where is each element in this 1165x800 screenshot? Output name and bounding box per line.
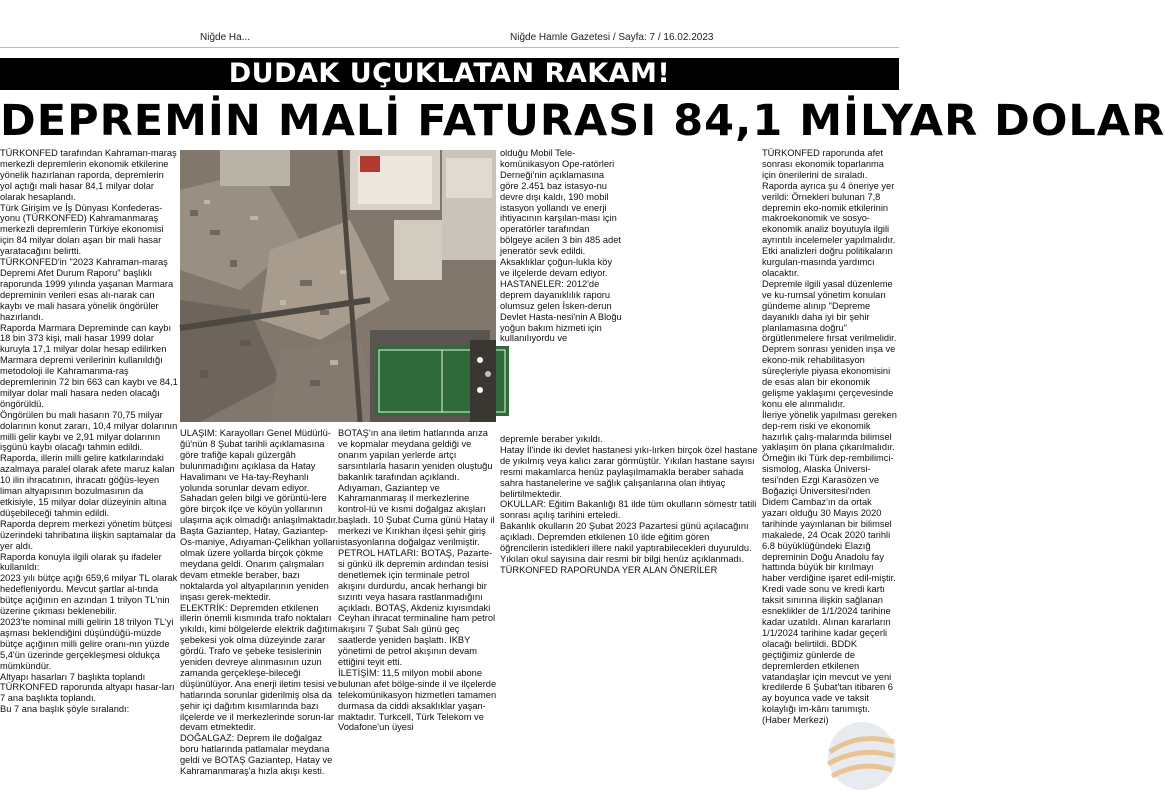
paragraph: Bakanlık okulların 20 Şubat 2023 Pazartesi günü açılacağını açıkladı. Depremden etkilenen 10 ilde eğitim gören öğrencilerin istedikleri illere nakil yaptırabilecekleri duyuruldu. Yıkılan okul sayısına dair resmi bir bilgi henüz açıklanmadı. [500,521,752,564]
earthquake-aerial-photo [180,150,496,422]
paragraph: TÜRKONFED'in "2023 Kahraman-maraş Depremi Afet Durum Raporu" başlıklı raporunda 1999 yılında yaşanan Marmara depreminin verileri esas alı-narak can kaybı ve mali hasara yönelik öngörüler hazırlandı. [0,257,174,322]
paragraph: Raporda, illerin milli gelire katkılarındaki azalmaya paralel olarak afete maruz kalan 10 ilin ihracatının, ihracatı göğüs-leyen liman altyapısının bozulmasının da etkisiyle, 15 milyar dolar düzeyinin altına düşebileceği tahmin edildi. [0,453,175,518]
paragraph: Hatay İl'inde iki devlet hastanesi yıkı-lırken birçok özel hastane de yıkılmış veya kalıcı zarar görmüştür. Yıkılan hastane sayısı resmi makamlarca henüz paylaşılmamakla beraber sahada sahra hastanelerine ve sağlık çalışanlarına olan ihtiyaç belirtilmektedir. [500,444,758,499]
rubble-photo-illustration [180,150,496,422]
paragraph: İLETİŞİM: 11,5 milyon mobil abone bulunan afet bölge-sinde il ve ilçelerde telekomünikasyon hizmetleri tamamen durmasa da ciddi aksaklıklar yaşan-maktadır. Turkcell, Türk Telekom ve Vodafone'un üyesi [338,667,497,733]
paragraph: Depremle ilgili yasal düzenleme ve ku-rumsal yönetim konuları gündeme alınıp "Depreme dayanıklı daha iyi bir şehir planlamasına doğru" örgütlenmelere fırsat verilmelidir. [762,278,897,344]
paragraph: depremle beraber yıkıldı. [500,434,603,444]
paragraph: Öngörülen bu mali hasarın 70,75 milyar dolarının konut zararı, 10,4 milyar dolarının milli gelir kaybı ve 2,91 milyar dolarının işgünü kaybı olacağı tahmin edildi. [0,409,178,453]
paragraph: PETROL HATLARI: BOTAŞ, Pazarte-si günkü ilk depremin ardından tesisi denetlemek için terminale petrol akışını durdurdu, ancak herhangi bir sızıntı veya hasara rastlanmadığını açıkladı. BOTAŞ, Akdeniz kıyısındaki Ceyhan ihracat terminaline ham petrol akışını 7 Şubat Salı günü geç saatlerde yeniden başlattı. IKBY yönetimi de petrol akışının devam ettiğini teyit etti. [338,547,496,668]
paragraph: olduğu Mobil Tele-komünikasyon Ope-ratörleri Derneği'nin açıklamasına göre 2.451 baz istasyo-nu devre dışı kaldı, 190 mobil istasyon yollandı ve enerji ihtiyacının karşılan-ması için operatörler tarafından bölgeye acilen 3 bin 485 adet jeneratör sevk edildi. Aksaklıklar çoğun-lukla köy ve ilçelerde devam ediyor. [500,148,621,278]
header-divider [0,47,899,48]
paragraph: 2023 yılı bütçe açığı 659,6 milyar TL olarak hedefleniyordu. Mevcut şartlar al-tında bütçe açığının en azından 1 trilyon TL'nin üzerine çıkması beklenebilir. [0,573,178,617]
article-column-2 [180,428,340,777]
paragraph: Altyapı hasarları 7 başlıkta toplandı [0,671,146,682]
paragraph: Türk Girişim ve İş Dünyası Konfederas-yonu (TÜRKONFED) Kahramanmaraş merkezli depremlerin Türkiye ekonomisi için 84 milyar doları aşan bir mali hasar yaratacağını belirtti. [0,202,164,257]
article-column-4 [500,148,622,344]
article-column-3 [338,428,498,733]
paragraph: HASTANELER: 2012'de deprem dayanıklılık raporu olumsuz gelen İsken-derun Devlet Hasta-nesi'nin A Bloğu yoğun bakım hizmeti için kullanılıyordu ve [500,278,622,344]
paragraph: Raporda ayrıca şu 4 öneriye yer verildi: Örnekleri bulunan 7,8 depremin eko-nomik etkilerinin makroekonomik ve sosyo-ekonomik analiz boyutuyla ilgili ayrıntılı incelemeler yapılmalıdır. Etki analizleri doğru politikaların kurgulan-masında yardımcı olacaktır. [762,180,896,278]
article-column-5 [762,148,899,726]
paragraph: Deprem sonrası yeniden inşa ve ekono-mik rehabilitasyon süreçleriyle piyasa ekonomisini de esas alan bir ekonomik gelişme yaklaşımı çerçevesinde konu ele alınmalıdır. [762,344,896,409]
paragraph: Raporda konuyla ilgili olarak şu ifadeler kullanıldı: [0,551,162,573]
header-publication-info: Niğde Hamle Gazetesi / Sayfa: 7 / 16.02.2023 [510,32,714,43]
paragraph: TÜRKONFED tarafından Kahraman-maraş merkezli depremlerin ekonomik etkilerine yönelik hazırlanan raporda, depremlerin yol açtığı mali hasar 84,1 milyar dolar olarak hesaplandı. [0,148,177,202]
article-column-1 [0,148,178,715]
paragraph: Bu 7 ana başlık şöyle sıralandı: [0,704,130,715]
paragraph: OKULLAR: Eğitim Bakanlığı 81 ilde tüm okulların sömestr tatili sonrası açılış tarihini erteledi. [500,499,757,521]
paragraph: ELEKTRİK: Depremden etkilenen illerin önemli kısmında trafo noktaları yıkıldı, kimi bölgelerde elektrik dağıtım şebekesi yok olma düzeyinde zarar gördü. Trafo ve şebeke tesislerinin yeniden devreye alınmasının uzun zamanda gerçekleşe-bileceği düşünülüyor. Ana enerji iletim tesisi ve hatlarında sorunlar giderilmiş olsa da şehir içi dağıtım kısımlarında bazı ilçelerde ve il merkezlerinde sorun-lar devam etmektedir. [180,602,338,733]
article-headline: DEPREMİN MALİ FATURASI 84,1 MİLYAR DOLAR [0,96,1165,146]
section-heading: TÜRKONFED RAPORUNDA YER ALAN ÖNERİLER [500,564,718,575]
page-header [0,0,899,50]
paragraph: TÜRKONFED raporunda afet sonrası ekonomik toparlanma için önerilerini de sıraladı. [762,148,884,180]
paragraph: TÜRKONFED raporunda altyapı hasar-ları 7 ana başlıkta toplandı. [0,682,175,704]
article-column-4-wide [500,434,758,576]
paragraph: Başta Gaziantep, Hatay, Gaziantep-Os-maniye, Adıyaman-Çelikhan yolları olmak üzere yollarda birçok çökme meydana geldi. Onarım çalışmaları devam etmekle beraber, bazı noktalarda yol altyapılarının yeniden inşası gerek-mektedir. [180,526,339,602]
paragraph: 2023'te nominal milli gelirin 18 trilyon TL'yi aşması beklendiğini düşündüğü-müzde bütçe açığının milli gelire oranı-nın yüzde 5,4'ün üzerinde gerçekleşmesi oldukça mümkündür. [0,616,174,671]
header-publication-short: Niğde Ha... [200,32,251,43]
paragraph: ULAŞIM: Karayolları Genel Müdürlü-ğü'nün 8 Şubat tarihli açıklamasına göre trafiğe kapalı güzergâh bulunmadığını açıklasa da Hatay Havalimanı ve Ha-tay-Reyhanlı yolunda sorunlar devam ediyor. Sahadan gelen bilgi ve görüntü-lere göre birçok ilçe ve köyün yollarının ulaşıma açık olmadığı anlaşılmaktadır. [180,428,339,526]
paragraph: Kredi vade sonu ve kredi kartı taksit sınırına ilişkin sağlanan esneklikler de 1/1/2024 tarihine kadar uzatıldı. Alınan kararların 1/1/2024 tarihine kadar geçerli olacağı belirtildi. BDDK geçtiğimiz günlerde de depremlerden etkilenen vatandaşlar için mevcut ve yeni kredilerde 6 Şubat'tan itibaren 6 ay boyunca vade ve taksit kolaylığı im-kânı tanımıştı. (Haber Merkezi) [762,584,893,726]
paragraph: Raporda deprem merkezi yönetim bütçesi üzerindeki tahribatına ilişkin saptamalar da yer aldı. [0,518,176,551]
watermark-logo-icon [818,712,896,794]
kicker-banner: DUDAK UÇUKLATAN RAKAM! [0,58,899,90]
paragraph: Raporda Marmara Depreminde can kaybı 18 bin 373 kişi, mali hasar 1999 dolar kuruyla 17,1 milyar dolar hesap edilirken Marmara depremi verilerinin kullanıldığı metodoloji ile Kahramanma-raş depremlerinin 72 bin 663 can kaybı ve 84,1 milyar dolar mali hasara neden olacağı öngörüldü. [0,322,178,409]
paragraph: İleriye yönelik yapılması gereken dep-rem riski ve ekonomik hazırlık çalış-malarında bilimsel yaklaşım ön plana çıkarılmalıdır. Örneğin iki Türk dep-rembilimci-sismolog, Alaska Üniversi-tesi'nden Ezgi Karasözen ve Boğaziçi Üniversitesi'nden Didem Cambaz'ın da ortak yazarı olduğu 30 Mayıs 2020 tarihinde yayınlanan bir bilimsel makalede, 24 Ocak 2020 tarihli 6.8 büyüklüğündeki Elazığ depreminin Doğu Anadolu fay hattında büyük bir kırılmayı haber verdiğine işaret edil-miştir. [762,409,897,584]
paragraph: DOĞALGAZ: Deprem ile doğalgaz boru hatlarında patlamalar meydana geldi ve BOTAŞ Gaziantep, Hatay ve Kahramanmaraş'a hızla akışı kesti. [180,733,333,777]
paragraph: BOTAŞ'ın ana iletim hatlarında arıza ve kopmalar meydana geldiği ve onarım yapılan yerlerde artçı sarsıntılarla hasarın yeniden oluştuğu bakanlık tarafından açıklandı. Adıyaman, Gaziantep ve Kahramanmaraş il merkezlerine kontrol-lü ve kısmi doğalgaz akışları başladı. 10 Şubat Cuma günü Hatay il merkezi ve Kırıkhan ilçesi şehir giriş istasyonlarına doğalgaz verilmiştir. [338,428,495,548]
